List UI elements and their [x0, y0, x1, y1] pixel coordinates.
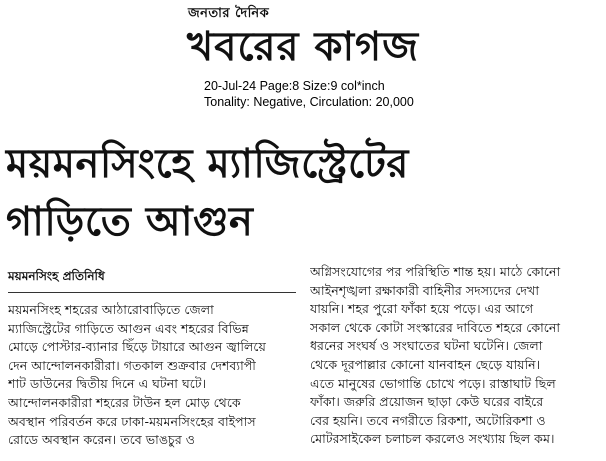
article-line: মোটরসাইকেল চলাচল করলেও সংখ্যায় ছিল কম।: [310, 431, 555, 447]
article-line: আন্দোলনকারীরা শহরের টাউন হল মোড় থেকে: [8, 394, 241, 410]
article-line: রোডে অবস্থান করেন। তবে ভাঙচুর ও: [8, 432, 196, 448]
headline-line-1: ময়মনসিংহে ম্যাজিস্ট্রেটের: [6, 141, 409, 187]
byline: ময়মনসিংহ প্রতিনিধি: [8, 269, 105, 283]
clipping-meta-date-page-size: 20-Jul-24 Page:8 Size:9 col*inch: [204, 79, 385, 93]
headline-line-2: গাড়িতে আগুন: [6, 199, 254, 245]
article-line: ময়মনসিংহ শহরের আঠারোবাড়িতে জেলা: [8, 302, 214, 317]
article-line: এতে মানুষের ভোগান্তি চোখে পড়ে। রাস্তাঘাট ছিল: [310, 375, 556, 391]
article-line: দেন আন্দোলনকারীরা। গতকাল শুক্রবার দেশব্যাপী: [8, 357, 256, 373]
newspaper-logo: খবরের কাগজ: [186, 24, 420, 70]
article-line: অবস্থান পরিবর্তন করে ঢাকা-ময়মনসিংহের বাইপাস: [8, 413, 256, 429]
masthead-tagline: জনতার দৈনিক: [188, 6, 270, 21]
article-line: আইনশৃঙ্খলা রক্ষাকারী বাহিনীর সদস্যদের দেখা: [310, 282, 539, 298]
article-column-left: [8, 301, 296, 461]
article-line: বের হয়নি। তবে নগরীতে রিকশা, অটোরিকশা ও: [310, 412, 546, 428]
article-line: সকাল থেকে কোটা সংস্কারের দাবিতে শহরে কোনো: [310, 319, 561, 335]
byline-divider: [8, 292, 296, 293]
article-line: ধরনের সংঘর্ষ ও সংঘাতের ঘটনা ঘটেনি। জেলা: [310, 338, 543, 354]
article-line: ফাঁকা। জরুরি প্রয়োজন ছাড়া কেউ ঘরের বাইরে: [310, 394, 544, 410]
article-line: মোড়ে পোস্টার-ব্যানার ছিঁড়ে টায়ারে আগুন জ্বালিয়ে: [8, 339, 266, 355]
article-line: ম্যাজিস্ট্রেটের গাড়িতে আগুন এবং শহরের বিভিন্ন: [8, 320, 249, 336]
article-line: শাট ডাউনের দ্বিতীয় দিনে এ ঘটনা ঘটে।: [8, 376, 207, 392]
article-line: থেকে দূরপাল্লার কোনো যানবাহন ছেড়ে যায়নি।: [310, 356, 541, 372]
article-column-right: [310, 263, 600, 461]
clipping-meta-tonality-circulation: Tonality: Negative, Circulation: 20,000: [204, 95, 414, 109]
article-line: অগ্নিসংযোগের পর পরিস্থিতি শান্ত হয়। মাঠে কোনো: [310, 264, 561, 279]
article-line: যায়নি। শহর পুরো ফাঁকা হয়ে পড়ে। এর আগে: [310, 301, 534, 317]
